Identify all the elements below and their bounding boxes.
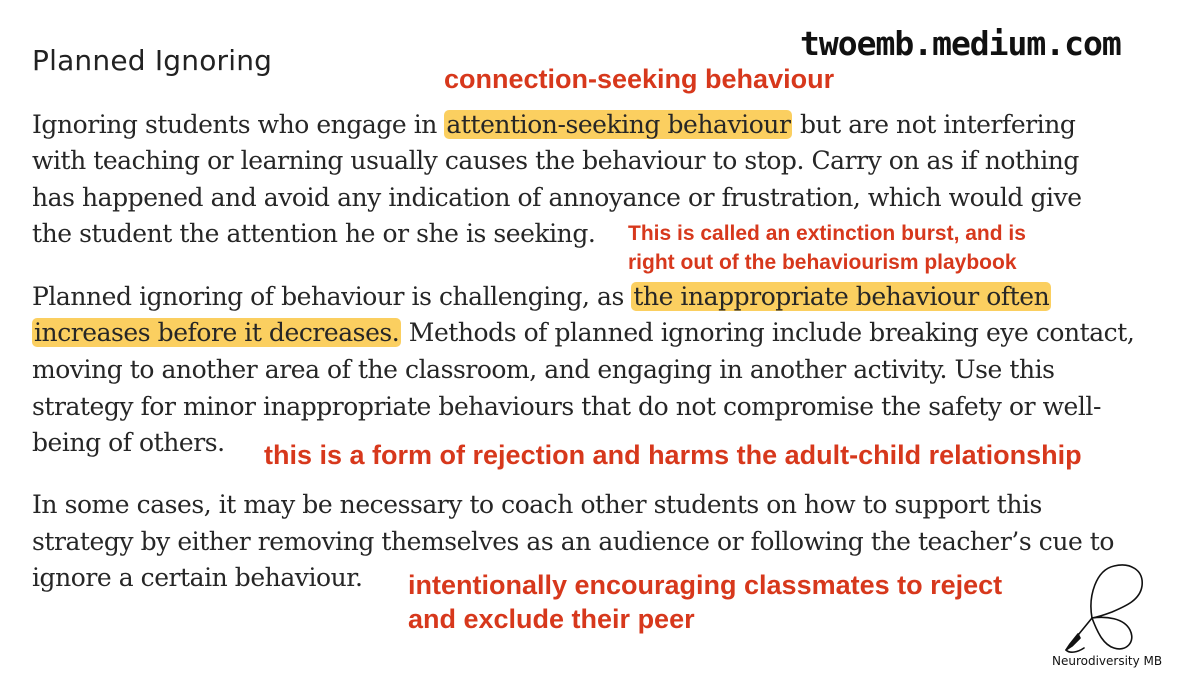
annotation-line: intentionally encouraging classmates to reject [408,570,1003,600]
body-line: ignore a certain behaviour. [32,563,363,592]
body-text: but are not interfering [792,110,1076,139]
annotation-line: right out of the behaviourism playbook [628,251,1017,274]
highlighted-text: attention-seeking behaviour [446,110,791,139]
body-line: strategy for minor inappropriate behaviours that do not compromise the safety or well- [32,392,1101,421]
body-text: Planned ignoring of behaviour is challenging, as [32,282,632,311]
body-text: Ignoring students who engage in [32,110,445,139]
highlighted-text: the inappropriate behaviour often [633,282,1050,311]
logo-caption: Neurodiversity MB [1052,654,1163,668]
body-line [32,110,1075,139]
body-line [32,318,1134,347]
body-line: moving to another area of the classroom, and engaging in another activity. Use this [32,355,1055,384]
annotation-connection-seeking: connection-seeking behaviour [444,64,835,94]
body-line: being of others. [32,428,225,457]
body-line: has happened and avoid any indication of annoyance or frustration, which would give [32,183,1082,212]
site-watermark: twoemb.medium.com [800,24,1121,63]
annotation-line: This is called an extinction burst, and is [628,222,1026,245]
body-line: with teaching or learning usually causes the behaviour to stop. Carry on as if nothing [32,146,1079,175]
page-title: Planned Ignoring [32,44,273,77]
body-line: the student the attention he or she is seeking. [32,219,596,248]
highlighted-text: increases before it decreases. [34,318,400,347]
body-line: strategy by either removing themselves as an audience or following the teacher’s cue to [32,527,1115,556]
annotation-line: and exclude their peer [408,604,695,634]
body-line: In some cases, it may be necessary to coach other students on how to support this [32,490,1042,519]
annotation-rejection: this is a form of rejection and harms the adult-child relationship [264,440,1082,470]
body-text: Methods of planned ignoring include breaking eye contact, [401,318,1135,347]
body-line [32,282,1051,311]
